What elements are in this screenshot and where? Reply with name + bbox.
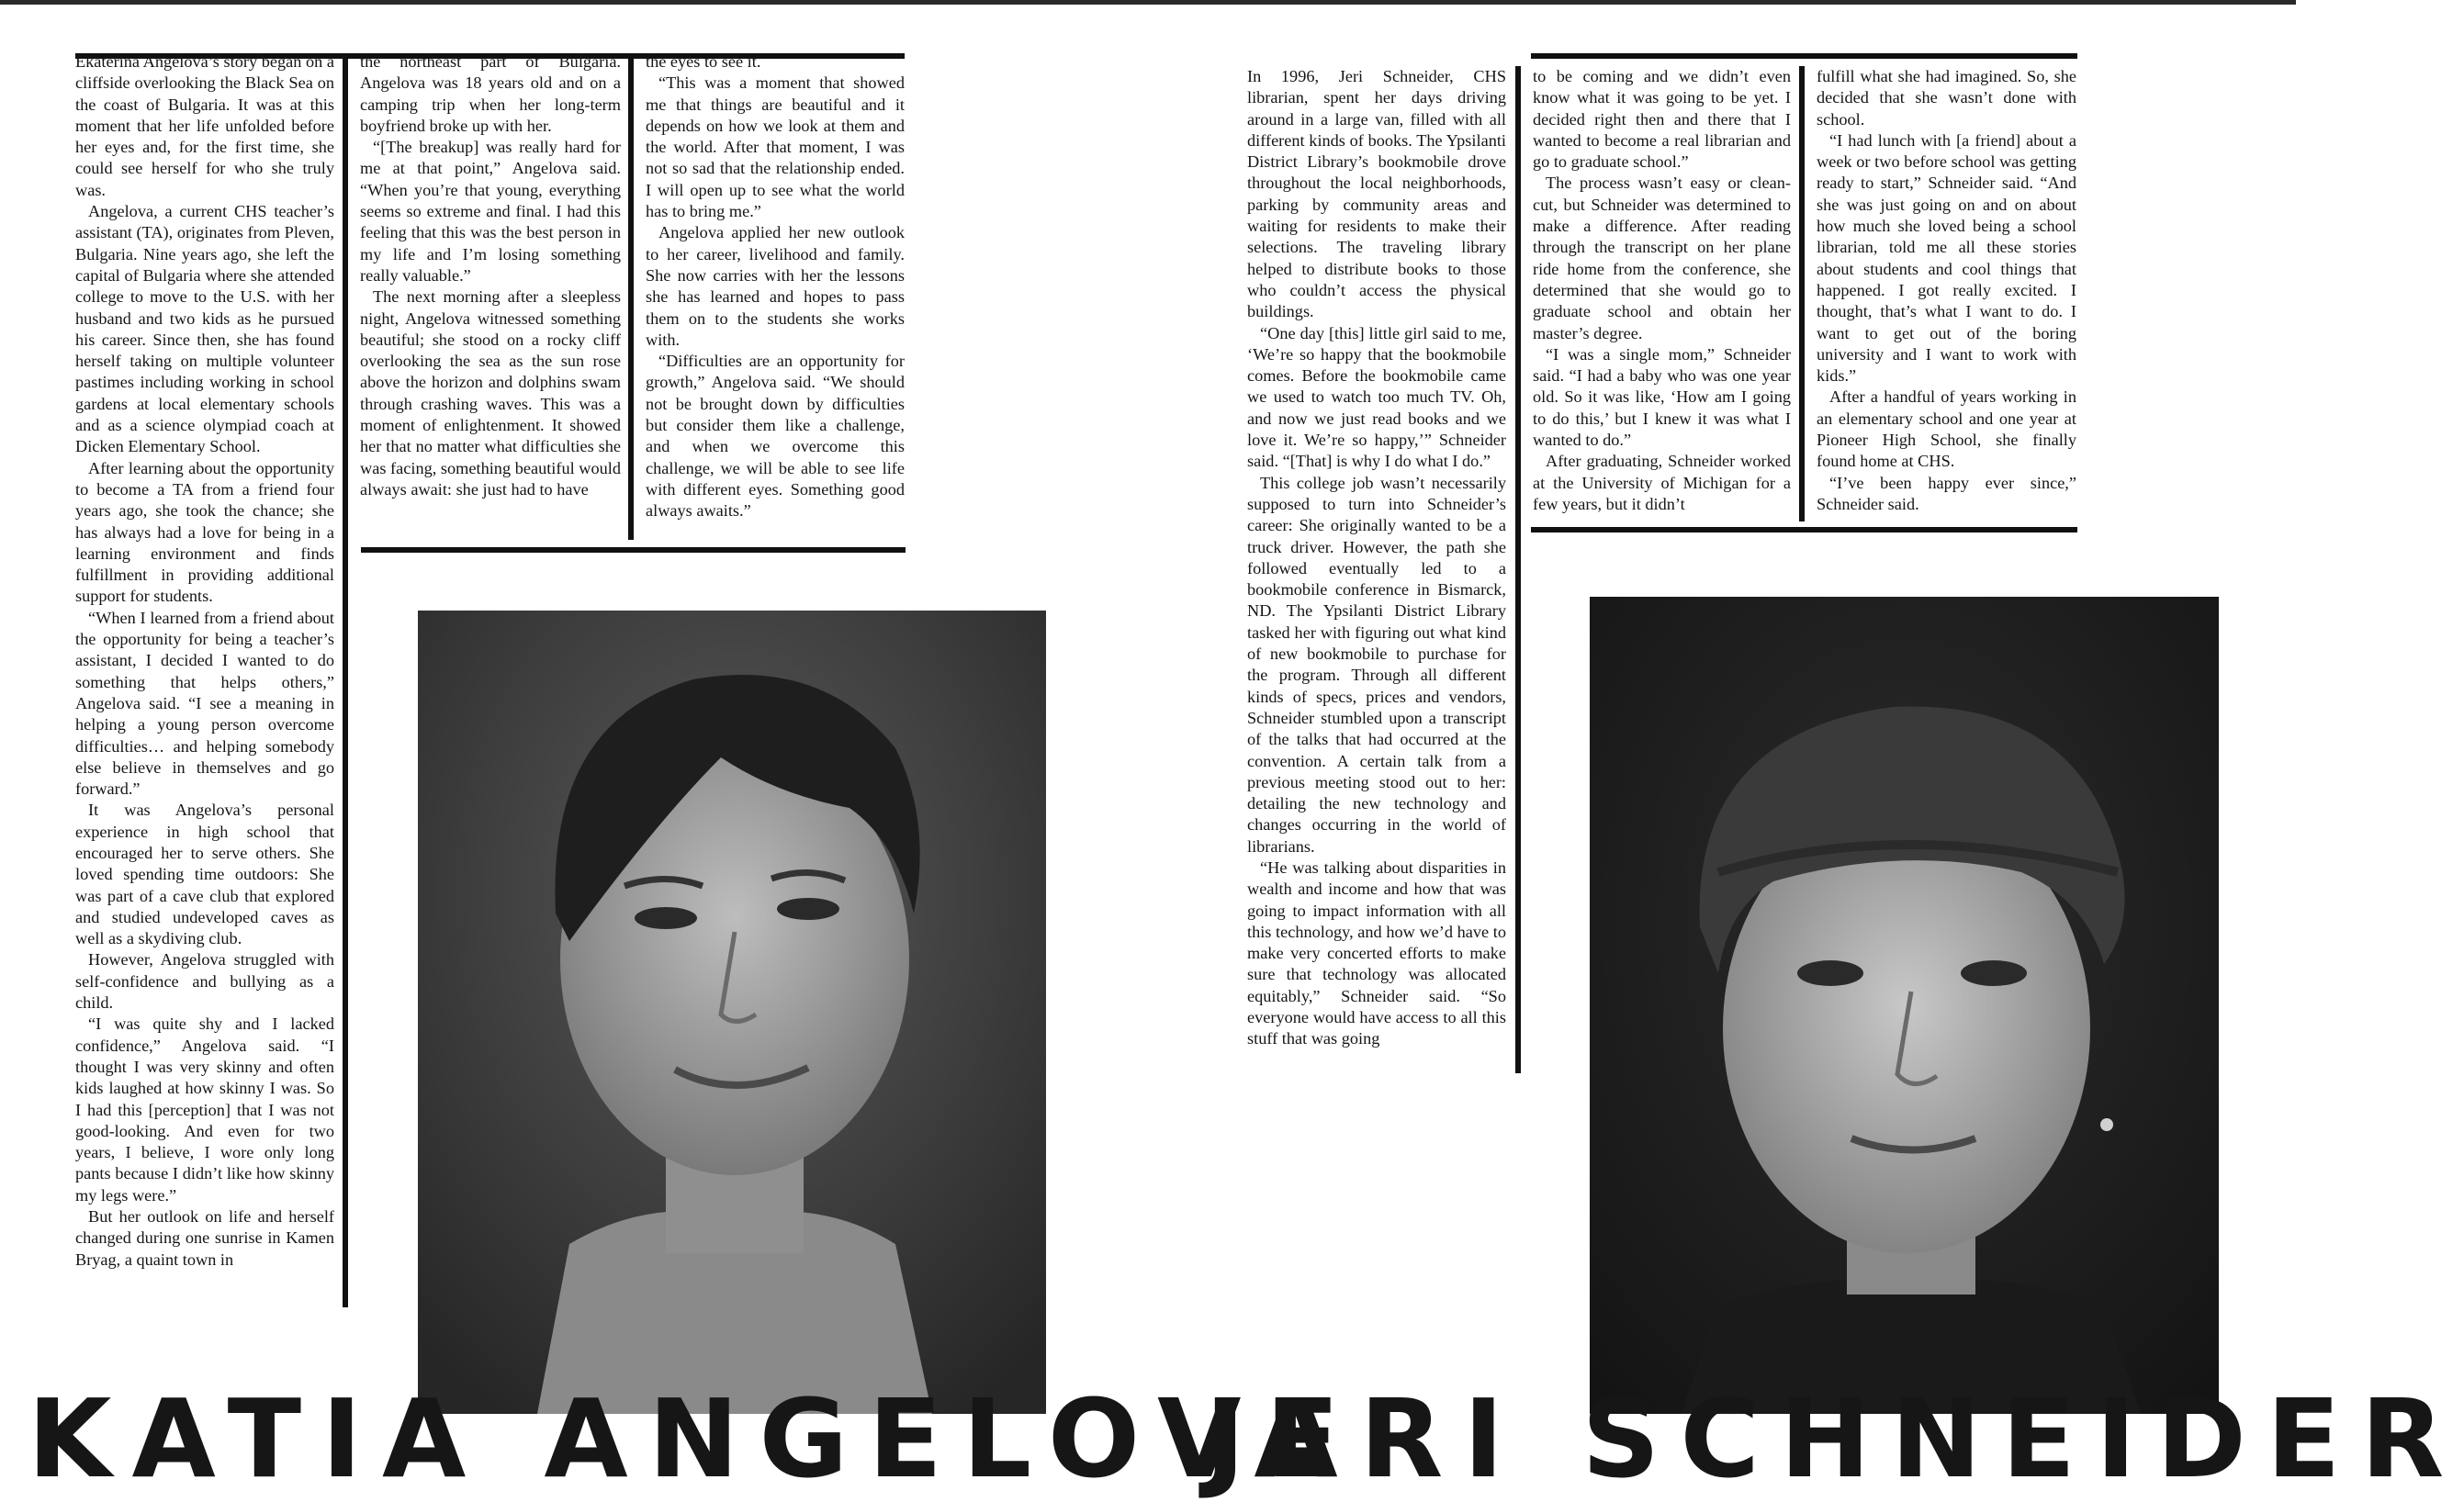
- left-column-divider-1: [343, 59, 348, 1307]
- right-column-1: [1247, 66, 1506, 1076]
- paragraph: This college job wasn’t necessarily supposed to turn into Schneider’s career: She originally wanted to be a truck driver. However, the path she followed eventually led to a bookmobile conference in Bismarck, ND. The Ypsilanti District Library tasked her with figuring out what kind of new bookmobile to purchase for the program. Through all different kinds of specs, prices and vendors, Schneider stumbled upon a transcript of the talks that had occurred at the convention. A certain talk from a previous meeting stood out to her: detailing the new technology and changes occurring in the world of librarians.: [1247, 473, 1506, 856]
- paragraph: the northeast part of Bulgaria. Angelova was 18 years old and on a camping trip when her long-term boyfriend broke up with her.: [360, 52, 621, 135]
- paragraph: In 1996, Jeri Schneider, CHS librarian, spent her days driving around in a large van, filled with all different kinds of books. The Ypsilanti District Library’s bookmobile drove throughout the local neighborhoods, parking by community areas and waiting for residents to make their selections. The traveling library helped to distribute books to those who couldn’t access the physical buildings.: [1247, 67, 1506, 321]
- paragraph: “[The breakup] was really hard for me at that point,” Angelova said. “When you’re that young, everything seems so extreme and final. I had this feeling that this was the best person in my life and I’m losing something really valuable.”: [360, 138, 621, 285]
- right-column-divider-2: [1799, 66, 1805, 521]
- paragraph: “Difficulties are an opportunity for growth,” Angelova said. “We should not be brought down by difficulties but consider them like a challenge, and when we overcome this challenge, we will be able to see life with different eyes. Something good always awaits.”: [646, 352, 905, 521]
- paragraph: The process wasn’t easy or clean-cut, but Schneider was determined to make a difference. After reading through the transcript on her plane ride home from the conference, she determined that she would go to graduate school and obtain her master’s degree.: [1533, 174, 1791, 342]
- left-column-divider-2: [628, 59, 634, 540]
- paragraph: “One day [this] little girl said to me, ‘We’re so happy that the bookmobile comes. Before the bookmobile came we used to watch too much TV. Oh, and now we just read books and we love it. We’re so happy,’” Schneider said. “[That] is why I do what I do.”: [1247, 323, 1506, 471]
- portrait-katia-angelova: [418, 611, 1046, 1414]
- paragraph: After graduating, Schneider worked at the University of Michigan for a few years, but it didn’t: [1533, 452, 1791, 513]
- paragraph: “He was talking about disparities in wealth and income and how that was going to impact information with all this technology, and how we’d have to make very concerted efforts to make sure that technology was allocated equitably,” Schneider said. “So everyone would have access to all this stuff that was going: [1247, 857, 1506, 1048]
- paragraph: “I had lunch with [a friend] about a week or two before school was getting ready to start,” Schneider said. “And she was just going on and on about how much she loved being a school librarian, told me all these stories about students and cool things that happened. I got really excited. I thought, that’s what I want to do. I want to get out of the boring university and I want to work with kids.”: [1817, 130, 2076, 386]
- left-column-2: [360, 51, 621, 543]
- paragraph: After a handful of years working in an elementary school and one year at Pioneer High School, she finally found home at CHS.: [1817, 387, 2076, 471]
- portrait-jeri-schneider: [1590, 597, 2219, 1414]
- right-bottom-rule: [1531, 527, 2077, 532]
- paragraph: However, Angelova struggled with self-confidence and bullying as a child.: [75, 950, 334, 1013]
- left-story-name: KATIA ANGELOVA: [28, 1375, 1358, 1502]
- left-column-3: [646, 51, 905, 543]
- paragraph: The next morning after a sleepless night, Angelova witnessed something beautiful; she stood on a rocky cliff overlooking the sea as the sun rose above the horizon and dolphins swam through crashing waves. This was a moment of enlightenment. It showed her that no matter what difficulties she was facing, something beautiful would always await: she just had to have: [360, 287, 621, 499]
- paragraph: fulfill what she had imagined. So, she decided that she wasn’t done with school.: [1817, 67, 2076, 129]
- left-column-1: [75, 51, 334, 1311]
- paragraph: to be coming and we didn’t even know what it was going to be yet. I decided right then and there that I wanted to become a real librarian and go to graduate school.”: [1533, 67, 1791, 172]
- paragraph: “I was a single mom,” Schneider said. “I had a baby who was one year old. So it was like, ‘How am I going to do this,’ but I knew it was what I wanted to do.”: [1533, 344, 1791, 450]
- paragraph: the eyes to see it.: [646, 52, 761, 71]
- left-bottom-rule: [361, 547, 906, 553]
- paragraph: Angelova, a current CHS teacher’s assistant (TA), originates from Pleven, Bulgaria. Nine years ago, she left the capital of Bulgaria where she attended college to move to the U.S. with her husband and two kids as he pursued his career. Since then, she has found herself taking on multiple volunteer pastimes including working in school gardens at local elementary schools and as a science olympiad coach at Dicken Elementary School.: [75, 202, 334, 456]
- paragraph: “When I learned from a friend about the opportunity for being a teacher’s assistant, I decided I wanted to do something that helps others,” Angelova said. “I see a meaning in helping a young person overcome difficulties… and helping somebody else believe in themselves and go forward.”: [75, 608, 334, 799]
- right-column-divider-1: [1515, 66, 1521, 1073]
- paragraph: Ekaterina Angelova’s story began on a cliffside overlooking the Black Sea on the coast of Bulgaria. It was at this moment that her life unfolded before her eyes and, for the first time, she could see herself for who she truly was.: [75, 52, 334, 199]
- top-border: [0, 0, 2296, 5]
- right-top-rule: [1531, 53, 2077, 59]
- paragraph: After learning about the opportunity to become a TA from a friend four years ago, she took the chance; she has always had a love for being in a learning environment and finds fulfillment in providing additional support for students.: [75, 458, 334, 606]
- paragraph: But her outlook on life and herself changed during one sunrise in Kamen Bryag, a quaint town in: [75, 1207, 334, 1269]
- paragraph: “This was a moment that showed me that things are beautiful and it depends on how we look at them and the world. After that moment, I was not so sad that the relationship ended. I will open up to see what the world has to bring me.”: [646, 73, 905, 221]
- paragraph: “I was quite shy and I lacked confidence,” Angelova said. “I thought I was very skinny and often kids laughed at how skinny I was. So I had this [perception] that I was not good-looking. And even for two years, I believe, I wore only long pants because I didn’t like how skinny my legs were.”: [75, 1014, 334, 1205]
- paragraph: Angelova applied her new outlook to her career, livelihood and family. She now carries with her the lessons she has learned and hopes to pass them on to the students she works with.: [646, 223, 905, 349]
- paragraph: “I’ve been happy ever since,” Schneider said.: [1817, 473, 2076, 513]
- right-column-2: [1533, 66, 1791, 525]
- right-column-3: [1817, 66, 2076, 525]
- right-story-name: JERI SCHNEIDER: [1205, 1375, 2464, 1502]
- paragraph: It was Angelova’s personal experience in high school that encouraged her to serve others. She loved spending time outdoors: She was part of a cave club that explored and studied undeveloped caves as well as a skydiving club.: [75, 801, 334, 948]
